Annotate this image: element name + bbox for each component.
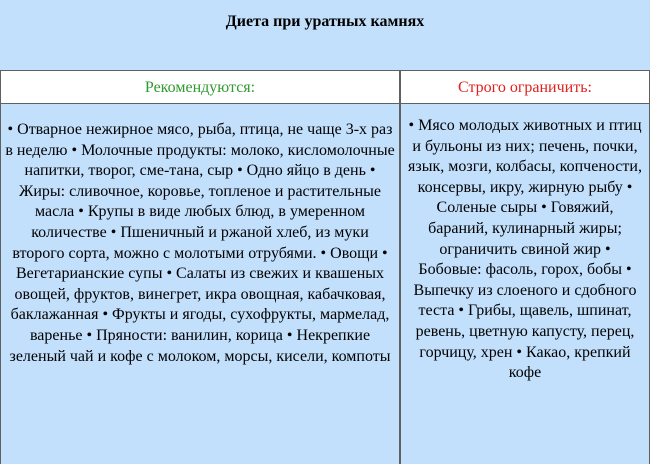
restricted-list: • Мясо молодых животных и птиц и бульоны из них; печень, почки, язык, мозги, колбасы, копчености, консервы, икру, жирную рыбу • Соленые сыры • Говяжий, бараний, кулинарный жиры; ограничить свиной жир • Бобовые: фасоль, горох, бобы • Выпечку из слоеного и сдобного теста • Грибы, щавель, шпинат, ревень, цветную капусту, перец, горчицу, хрен • Какао, крепкий кофе [400,104,650,464]
restricted-header: Строго ограничить: [400,70,650,104]
page-title: Диета при уратных камнях [225,13,425,30]
recommended-header: Рекомендуются: [0,70,400,104]
recommended-list: • Отварное нежирное мясо, рыба, птица, не чаще 3-х раз в неделю • Молочные продукты: молоко, кисломолочные напитки, творог, сме-тана, сыр • Одно яйцо в день • Жиры: сливочное, коровье, топленое и растительные масла • Крупы в виде любых блюд, в умеренном количестве • Пшеничный и ржаной хлеб, из муки второго сорта, можно с молотыми отрубями. • Овощи • Вегетарианские супы • Салаты из свежих и квашеных овощей, фруктов, винегрет, икра овощная, кабачковая, баклажанная • Фрукты и ягоды, сухофрукты, мармелад, варенье • Пряности: ванилин, корица • Некрепкие зеленый чай и кофе с молоком, морсы, кисели, компоты [0,104,400,464]
diet-table [0,70,650,428]
